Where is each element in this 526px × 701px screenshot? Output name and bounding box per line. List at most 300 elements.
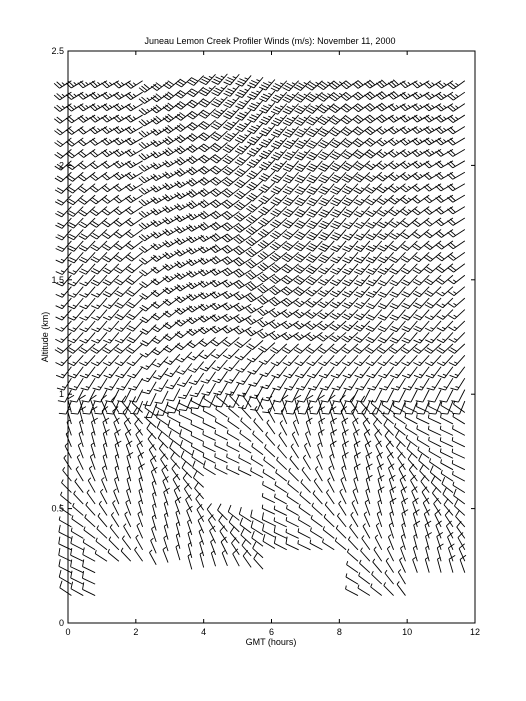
- wind-barb-feather: [282, 258, 288, 262]
- wind-barb-half-feather: [239, 454, 240, 458]
- wind-barb-feather: [319, 237, 326, 240]
- wind-barb-staff: [372, 195, 382, 205]
- wind-barb-half-feather: [204, 395, 205, 398]
- wind-barb-feather: [273, 166, 280, 169]
- wind-barb-feather: [287, 118, 294, 121]
- wind-barb-staff: [149, 450, 156, 462]
- wind-barb-half-feather: [385, 199, 388, 201]
- wind-barb-half-feather: [73, 316, 76, 318]
- wind-barb-half-feather: [245, 135, 248, 137]
- wind-barb-half-feather: [277, 323, 280, 325]
- wind-barb-half-feather: [432, 94, 435, 96]
- wind-barb-feather: [298, 413, 305, 414]
- wind-barb-feather: [344, 246, 351, 249]
- wind-barb-feather: [457, 521, 462, 527]
- wind-barb-feather: [270, 224, 276, 228]
- wind-barb-feather: [275, 141, 282, 144]
- wind-barb-feather: [69, 187, 75, 191]
- wind-barb-half-feather: [289, 374, 292, 375]
- wind-barb-half-feather: [73, 374, 76, 375]
- wind-barb-half-feather: [373, 291, 376, 292]
- wind-barb-feather: [102, 246, 108, 250]
- wind-barb-half-feather: [396, 105, 399, 108]
- wind-barb-feather: [448, 544, 454, 548]
- wind-barb-staff: [312, 506, 322, 515]
- wind-barb-feather: [142, 293, 148, 297]
- wind-barb-half-feather: [430, 458, 431, 461]
- wind-barb-feather: [199, 342, 205, 346]
- wind-barb-feather: [154, 302, 160, 306]
- wind-barb-staff: [417, 429, 429, 435]
- wind-barb-staff: [152, 517, 156, 530]
- wind-barb-staff: [419, 252, 429, 261]
- wind-barb-staff: [73, 184, 83, 193]
- wind-barb-half-feather: [401, 546, 404, 548]
- wind-barb-feather: [401, 363, 408, 366]
- wind-barb-staff: [452, 464, 465, 470]
- wind-barb-half-feather: [170, 265, 173, 267]
- wind-barb-feather: [413, 293, 419, 296]
- wind-barb-feather: [126, 269, 132, 273]
- wind-barb-feather: [80, 375, 87, 378]
- wind-barb-half-feather: [311, 515, 312, 518]
- wind-barb-feather: [295, 225, 302, 228]
- wind-barb-feather: [157, 421, 160, 428]
- wind-barb-feather: [91, 306, 98, 309]
- wind-barb-feather: [346, 413, 353, 414]
- wind-barb-staff: [370, 127, 381, 135]
- wind-barb-feather: [306, 259, 312, 262]
- wind-barb-staff: [280, 390, 286, 402]
- wind-barb-half-feather: [431, 374, 434, 375]
- wind-barb-half-feather: [211, 540, 214, 542]
- wind-barb-half-feather: [170, 161, 173, 163]
- wind-barb-feather: [330, 214, 337, 217]
- wind-barb-half-feather: [108, 549, 109, 552]
- wind-barb-half-feather: [167, 402, 168, 406]
- wind-barb-half-feather: [91, 443, 94, 445]
- wind-barb-staff: [454, 287, 465, 296]
- wind-barb-staff: [388, 468, 393, 481]
- wind-barb-half-feather: [245, 78, 248, 79]
- wind-barb-half-feather: [194, 214, 197, 217]
- wind-barb-half-feather: [147, 132, 150, 134]
- wind-barb-feather: [344, 212, 351, 215]
- wind-barb-feather: [240, 518, 243, 525]
- wind-barb-half-feather: [241, 381, 244, 382]
- wind-barb-half-feather: [443, 374, 446, 375]
- wind-barb-half-feather: [206, 316, 209, 318]
- wind-barb-staff: [319, 422, 323, 436]
- wind-barb-half-feather: [182, 193, 185, 196]
- wind-barb-half-feather: [262, 493, 263, 497]
- wind-barb-staff: [430, 207, 442, 215]
- wind-barb-feather: [57, 141, 63, 145]
- wind-barb-feather: [344, 153, 350, 157]
- wind-barb-feather: [103, 282, 109, 285]
- wind-barb-staff: [312, 92, 322, 102]
- wind-barb-staff: [183, 478, 192, 489]
- wind-barb-feather: [429, 413, 436, 414]
- wind-barb-staff: [96, 172, 107, 180]
- wind-barb-feather: [322, 82, 328, 86]
- wind-barb-feather: [115, 328, 122, 331]
- wind-barb-staff: [71, 567, 84, 573]
- wind-barb-feather: [141, 379, 148, 381]
- wind-barb-half-feather: [313, 313, 316, 315]
- wind-barb-staff: [241, 156, 251, 166]
- wind-barb-staff: [243, 556, 251, 567]
- wind-barb-staff: [130, 138, 142, 145]
- wind-barb-staff: [265, 171, 275, 181]
- wind-barb-half-feather: [191, 409, 192, 413]
- wind-barb-staff: [120, 229, 131, 238]
- wind-barb-staff: [241, 339, 252, 348]
- wind-barb-feather: [251, 193, 257, 197]
- wind-barb-feather: [438, 267, 444, 271]
- wind-barb-feather: [275, 107, 282, 110]
- wind-barb-feather: [412, 234, 418, 238]
- wind-barb-staff: [96, 207, 107, 216]
- wind-barb-feather: [318, 145, 324, 148]
- wind-barb-feather: [246, 208, 252, 212]
- wind-barb-staff: [359, 576, 370, 584]
- wind-barb-staff: [262, 508, 275, 514]
- wind-barb-half-feather: [85, 328, 88, 329]
- wind-barb-feather: [310, 255, 316, 258]
- wind-barb-staff: [452, 452, 465, 458]
- wind-barb-feather: [322, 152, 329, 155]
- wind-barb-feather: [296, 388, 303, 390]
- wind-barb-staff: [418, 218, 429, 227]
- wind-barb-half-feather: [361, 291, 364, 293]
- wind-barb-staff: [137, 526, 143, 539]
- wind-barb-half-feather: [361, 303, 364, 305]
- wind-barb-half-feather: [120, 328, 123, 330]
- wind-barb-feather: [430, 466, 433, 473]
- wind-barb-feather: [318, 350, 324, 354]
- wind-barb-feather: [320, 302, 326, 306]
- wind-barb-feather: [370, 150, 376, 154]
- wind-barb-half-feather: [442, 339, 445, 341]
- wind-barb-feather: [356, 348, 362, 352]
- wind-barb-half-feather: [304, 443, 307, 445]
- wind-barb-feather: [443, 488, 446, 494]
- wind-barb-feather: [249, 173, 255, 177]
- wind-barb-half-feather: [316, 94, 319, 96]
- wind-barb-feather: [187, 126, 193, 130]
- wind-barb-staff: [302, 470, 310, 481]
- wind-barb-half-feather: [452, 449, 453, 453]
- wind-barb-half-feather: [301, 312, 304, 314]
- wind-barb-feather: [224, 93, 231, 96]
- wind-barb-half-feather: [61, 305, 64, 307]
- wind-barb-half-feather: [241, 369, 244, 370]
- wind-barb-staff: [87, 493, 95, 504]
- wind-barb-staff: [240, 190, 251, 199]
- wind-barb-half-feather: [146, 366, 149, 368]
- wind-barb-feather: [454, 489, 457, 496]
- wind-barb-feather: [332, 107, 338, 111]
- wind-barb-half-feather: [417, 403, 418, 407]
- wind-barb-half-feather: [396, 210, 399, 212]
- wind-barb-staff: [266, 435, 275, 445]
- wind-barb-feather: [389, 247, 395, 250]
- wind-barb-half-feather: [304, 117, 307, 119]
- wind-barb-staff: [452, 475, 464, 482]
- wind-barb-feather: [58, 401, 65, 402]
- wind-barb-half-feather: [71, 528, 72, 532]
- wind-barb-feather: [204, 88, 210, 91]
- wind-barb-half-feather: [147, 98, 150, 100]
- wind-barb-feather: [329, 109, 335, 113]
- wind-barb-half-feather: [418, 447, 419, 450]
- wind-barb-feather: [163, 348, 169, 352]
- wind-barb-feather: [342, 155, 348, 159]
- wind-barb-feather: [320, 280, 326, 283]
- wind-barb-half-feather: [75, 479, 77, 482]
- wind-barb-feather: [142, 270, 148, 274]
- wind-barb-half-feather: [396, 128, 399, 130]
- wind-barb-staff: [219, 521, 228, 532]
- wind-barb-feather: [199, 159, 205, 163]
- wind-barb-staff: [239, 446, 251, 453]
- wind-barb-feather: [377, 452, 383, 456]
- wind-barb-half-feather: [230, 316, 233, 319]
- wind-barb-feather: [318, 121, 324, 125]
- wind-barb-feather: [254, 553, 258, 559]
- wind-barb-half-feather: [59, 516, 60, 520]
- wind-barb-feather: [272, 348, 278, 352]
- wind-barb-half-feather: [85, 374, 88, 375]
- wind-barb-staff: [241, 144, 251, 154]
- wind-barb-feather: [199, 137, 205, 141]
- wind-barb-feather: [356, 246, 363, 249]
- wind-barb-feather: [180, 112, 186, 116]
- wind-barb-feather: [320, 335, 326, 339]
- wind-barb-staff: [442, 275, 453, 284]
- wind-barb-feather: [115, 305, 121, 308]
- wind-barb-feather: [306, 133, 312, 136]
- wind-barb-feather: [320, 131, 326, 134]
- wind-barb-staff: [241, 167, 251, 177]
- wind-barb-staff: [454, 275, 465, 284]
- wind-barb-feather: [299, 152, 306, 155]
- wind-barb-half-feather: [170, 218, 173, 221]
- wind-barb-feather: [322, 413, 329, 414]
- wind-barb-half-feather: [352, 500, 355, 502]
- wind-barb-staff: [375, 390, 381, 402]
- wind-barb-half-feather: [408, 105, 411, 108]
- wind-barb-feather: [57, 211, 63, 214]
- wind-barb-staff: [194, 87, 204, 97]
- wind-barb-feather: [332, 246, 339, 249]
- wind-barb-half-feather: [147, 200, 150, 202]
- wind-barb-staff: [85, 195, 96, 204]
- wind-barb-half-feather: [354, 477, 357, 479]
- wind-barb-feather: [116, 267, 122, 271]
- wind-barb-half-feather: [256, 102, 259, 103]
- wind-barb-feather: [239, 158, 245, 162]
- wind-barb-staff: [453, 127, 465, 134]
- wind-barb-feather: [246, 197, 252, 201]
- wind-barb-half-feather: [313, 324, 316, 326]
- wind-barb-feather: [295, 180, 302, 183]
- wind-barb-feather: [231, 538, 236, 544]
- wind-barb-feather: [237, 137, 243, 140]
- wind-barb-feather: [251, 126, 258, 129]
- wind-barb-feather: [263, 128, 270, 131]
- wind-barb-half-feather: [363, 524, 366, 527]
- wind-barb-staff: [274, 497, 286, 504]
- wind-barb-feather: [320, 178, 327, 181]
- wind-barb-feather: [307, 375, 314, 378]
- wind-barb-half-feather: [339, 82, 342, 84]
- wind-barb-half-feather: [121, 128, 124, 131]
- wind-barb-feather: [175, 83, 181, 87]
- wind-barb-staff: [96, 184, 107, 192]
- wind-barb-staff: [120, 252, 131, 261]
- wind-barb-half-feather: [135, 547, 137, 550]
- wind-barb-feather: [203, 144, 209, 148]
- wind-barb-staff: [133, 310, 143, 320]
- wind-barb-feather: [415, 232, 421, 236]
- wind-barb-feather: [114, 270, 120, 274]
- wind-barb-staff: [382, 127, 394, 135]
- wind-barb-staff: [135, 378, 142, 390]
- wind-barb-half-feather: [159, 164, 162, 167]
- wind-barb-half-feather: [452, 437, 453, 441]
- wind-barb-half-feather: [221, 99, 224, 101]
- wind-barb-feather: [330, 316, 336, 320]
- wind-barb-staff: [420, 321, 429, 332]
- wind-barb-feather: [271, 213, 277, 217]
- wind-barb-feather: [271, 100, 278, 103]
- wind-barb-staff: [89, 390, 95, 402]
- wind-barb-staff: [286, 532, 299, 538]
- wind-barb-staff: [313, 494, 322, 504]
- wind-barb-feather: [319, 191, 326, 194]
- wind-barb-half-feather: [215, 418, 216, 422]
- wind-barb-half-feather: [371, 584, 372, 587]
- wind-barb-staff: [287, 496, 299, 504]
- wind-barb-feather: [299, 198, 306, 201]
- wind-barb-feather: [151, 304, 157, 308]
- wind-barb-half-feather: [127, 489, 130, 491]
- wind-barb-feather: [213, 135, 219, 139]
- wind-barb-feather: [57, 348, 63, 352]
- wind-barb-feather: [236, 382, 243, 384]
- wind-barb-feather: [366, 271, 373, 274]
- wind-barb-half-feather: [301, 323, 304, 325]
- wind-barb-half-feather: [256, 137, 259, 139]
- wind-barb-staff: [59, 532, 72, 538]
- wind-barb-staff: [347, 104, 358, 113]
- wind-barb-staff: [127, 491, 131, 504]
- wind-barb-half-feather: [384, 175, 387, 177]
- wind-barb-feather: [128, 255, 134, 259]
- wind-barb-half-feather: [85, 282, 88, 284]
- wind-barb-feather: [239, 169, 245, 173]
- wind-barb-half-feather: [292, 117, 295, 119]
- wind-barb-half-feather: [133, 174, 136, 176]
- wind-barb-feather: [68, 294, 75, 297]
- wind-barb-feather: [261, 176, 267, 179]
- wind-barb-half-feather: [361, 280, 364, 281]
- wind-barb-staff: [445, 515, 453, 527]
- wind-barb-feather: [189, 382, 196, 384]
- wind-barb-half-feather: [338, 268, 341, 270]
- wind-barb-half-feather: [227, 442, 228, 446]
- wind-barb-feather: [284, 278, 290, 282]
- wind-barb-staff: [395, 229, 405, 239]
- wind-barb-staff: [97, 529, 107, 539]
- wind-barb-staff: [207, 360, 216, 371]
- wind-barb-feather: [391, 348, 397, 352]
- wind-barb-staff: [230, 109, 239, 119]
- wind-barb-feather: [246, 230, 252, 234]
- wind-barb-feather: [152, 351, 158, 355]
- wind-barb-feather: [298, 265, 304, 269]
- wind-barb-staff: [133, 413, 142, 424]
- wind-barb-feather: [448, 291, 454, 295]
- wind-barb-feather: [390, 306, 397, 309]
- wind-barb-half-feather: [274, 506, 275, 510]
- wind-barb-feather: [192, 100, 198, 104]
- wind-barb-feather: [128, 388, 135, 390]
- wind-barb-feather: [68, 375, 75, 378]
- wind-barb-staff: [409, 470, 417, 481]
- wind-barb-staff: [419, 264, 429, 274]
- wind-barb-feather: [322, 175, 329, 178]
- wind-barb-feather: [308, 388, 315, 390]
- wind-barb-feather: [342, 167, 348, 171]
- wind-barb-staff: [316, 390, 322, 402]
- wind-barb-staff: [193, 133, 204, 142]
- wind-barb-feather: [79, 283, 86, 286]
- wind-barb-feather: [93, 388, 100, 390]
- wind-barb-staff: [240, 525, 251, 533]
- wind-barb-feather: [59, 570, 61, 577]
- wind-barb-staff: [126, 502, 131, 515]
- wind-barb-staff: [347, 92, 358, 100]
- wind-barb-half-feather: [62, 94, 65, 96]
- wind-barb-half-feather: [268, 162, 271, 164]
- wind-barb-half-feather: [364, 512, 367, 514]
- wind-barb-half-feather: [87, 490, 89, 493]
- wind-barb-feather: [309, 235, 316, 238]
- wind-barb-feather: [330, 293, 336, 296]
- wind-barb-half-feather: [396, 117, 399, 119]
- wind-barb-staff: [265, 354, 274, 364]
- wind-barb-feather: [249, 195, 255, 199]
- wind-barb-half-feather: [420, 117, 423, 120]
- wind-barb-half-feather: [299, 504, 300, 507]
- wind-barb-feather: [215, 99, 221, 102]
- wind-barb-feather: [104, 233, 110, 237]
- wind-barb-feather: [368, 234, 375, 237]
- wind-barb-staff: [418, 450, 429, 458]
- wind-barb-half-feather: [74, 82, 77, 84]
- wind-barb-half-feather: [132, 362, 135, 364]
- wind-barb-feather: [342, 283, 349, 286]
- wind-barb-staff: [264, 228, 275, 237]
- wind-barb-staff: [72, 138, 83, 146]
- wind-barb-half-feather: [275, 482, 276, 485]
- wind-barb-staff: [73, 172, 84, 181]
- wind-barb-half-feather: [337, 325, 340, 327]
- wind-barb-half-feather: [425, 557, 428, 559]
